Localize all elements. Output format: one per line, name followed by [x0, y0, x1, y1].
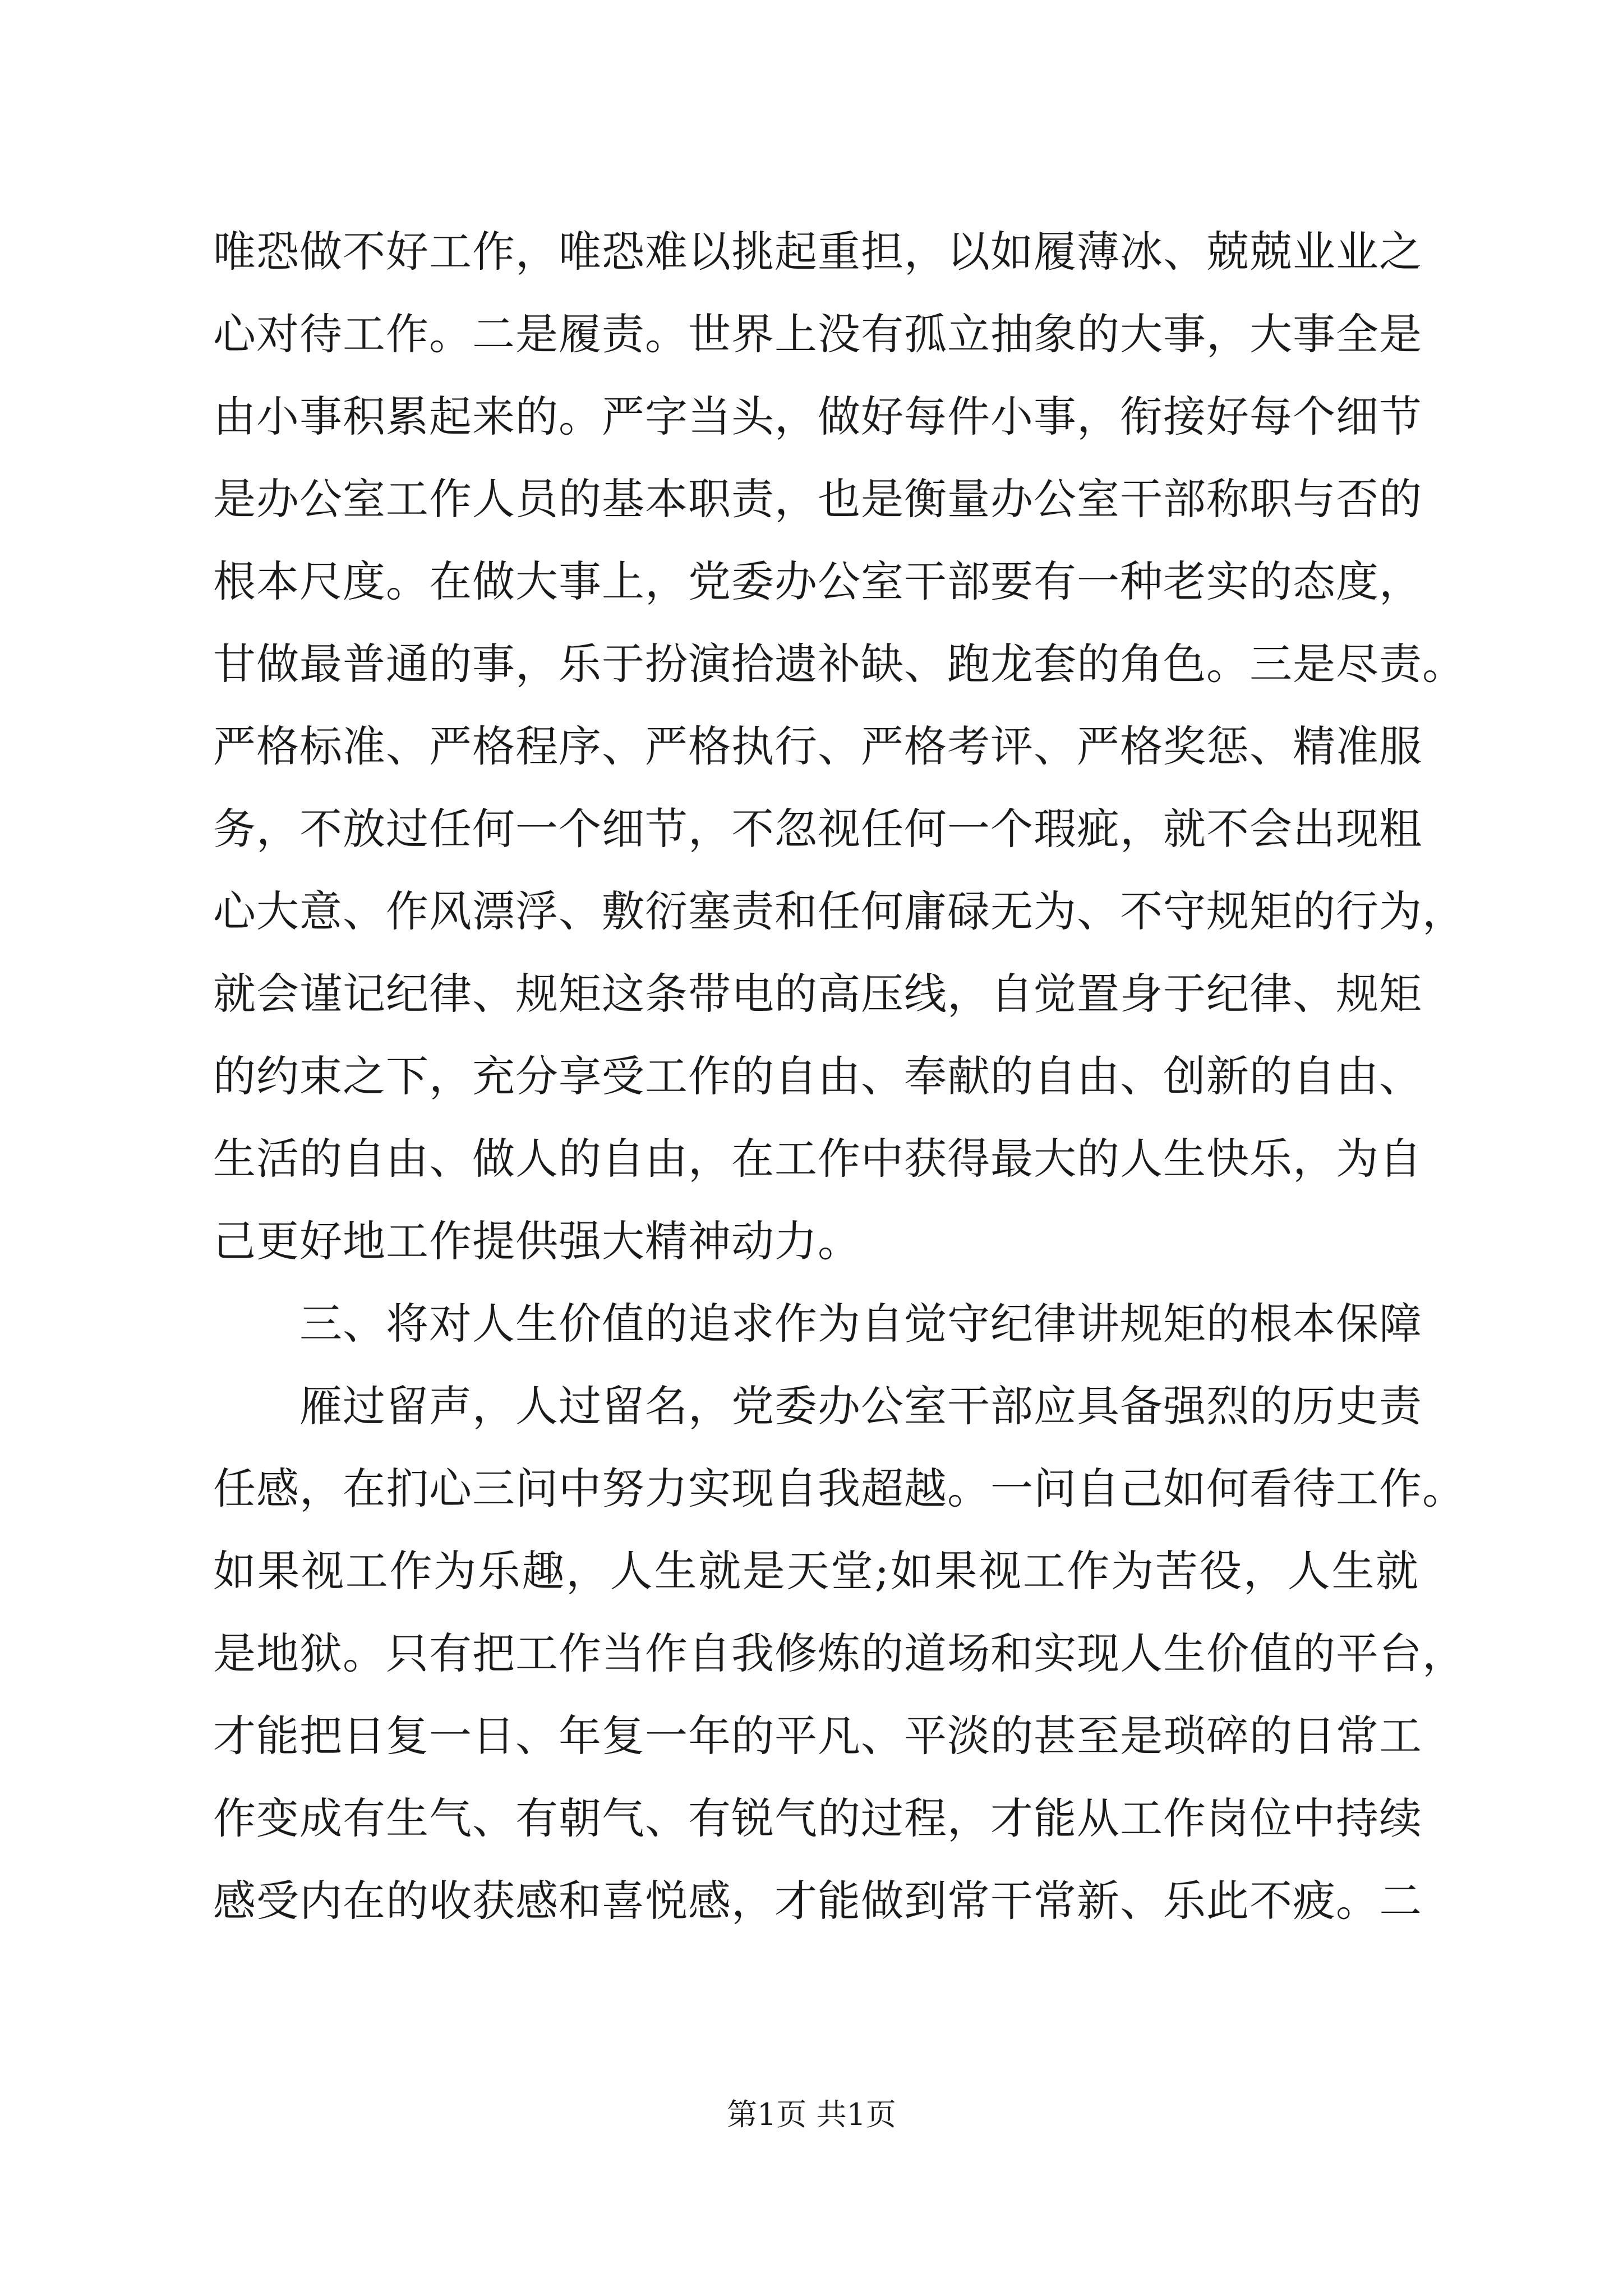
- text-line: 的约束之下，充分享受工作的自由、奉献的自由、创新的自由、: [213, 1051, 1422, 1101]
- paragraph-end-line: 己更好地工作提供强大精神动力。: [213, 1216, 861, 1266]
- paragraph-first-line: 雁过留声，人过留名，党委办公室干部应具备强烈的历史责: [213, 1381, 1422, 1431]
- text-line: 任感，在扪心三问中努力实现自我超越。一问自己如何看待工作。: [213, 1464, 1465, 1513]
- text-line: 心对待工作。二是履责。世界上没有孤立抽象的大事，大事全是: [213, 309, 1422, 359]
- text-line: 根本尺度。在做大事上，党委办公室干部要有一种老实的态度，: [213, 556, 1422, 606]
- text-line: 是办公室工作人员的基本职责，也是衡量办公室干部称职与否的: [213, 474, 1422, 524]
- text-line: 务，不放过任何一个细节，不忽视任何一个瑕疵，就不会出现粗: [213, 804, 1422, 854]
- document-body: [213, 210, 1465, 1942]
- text-line: 由小事积累起来的。严字当头，做好每件小事，衔接好每个细节: [213, 392, 1422, 441]
- text-line: 如果视工作为乐趣，人生就是天堂;如果视工作为苦役，人生就: [213, 1546, 1419, 1596]
- text-line: 感受内在的收获感和喜悦感，才能做到常干常新、乐此不疲。二: [213, 1876, 1422, 1926]
- text-line: 是地狱。只有把工作当作自我修炼的道场和实现人生价值的平台，: [213, 1628, 1465, 1678]
- text-line: 甘做最普通的事，乐于扮演拾遗补缺、跑龙套的角色。三是尽责。: [213, 639, 1465, 689]
- section-heading: 三、将对人生价值的追求作为自觉守纪律讲规矩的根本保障: [213, 1299, 1422, 1349]
- text-line: 就会谨记纪律、规矩这条带电的高压线，自觉置身于纪律、规矩: [213, 969, 1422, 1019]
- text-line: 生活的自由、做人的自由，在工作中获得最大的人生快乐，为自: [213, 1134, 1422, 1184]
- text-line: 严格标准、严格程序、严格执行、严格考评、严格奖惩、精准服: [213, 721, 1422, 771]
- text-line: 心大意、作风漂浮、敷衍塞责和任何庸碌无为、不守规矩的行为，: [213, 886, 1465, 936]
- text-line: 唯恐做不好工作，唯恐难以挑起重担，以如履薄冰、兢兢业业之: [213, 227, 1422, 277]
- page-number-footer: 第1页 共1页: [727, 2097, 896, 2132]
- text-line: 才能把日复一日、年复一年的平凡、平淡的甚至是琐碎的日常工: [213, 1711, 1422, 1761]
- text-line: 作变成有生气、有朝气、有锐气的过程，才能从工作岗位中持续: [213, 1793, 1422, 1843]
